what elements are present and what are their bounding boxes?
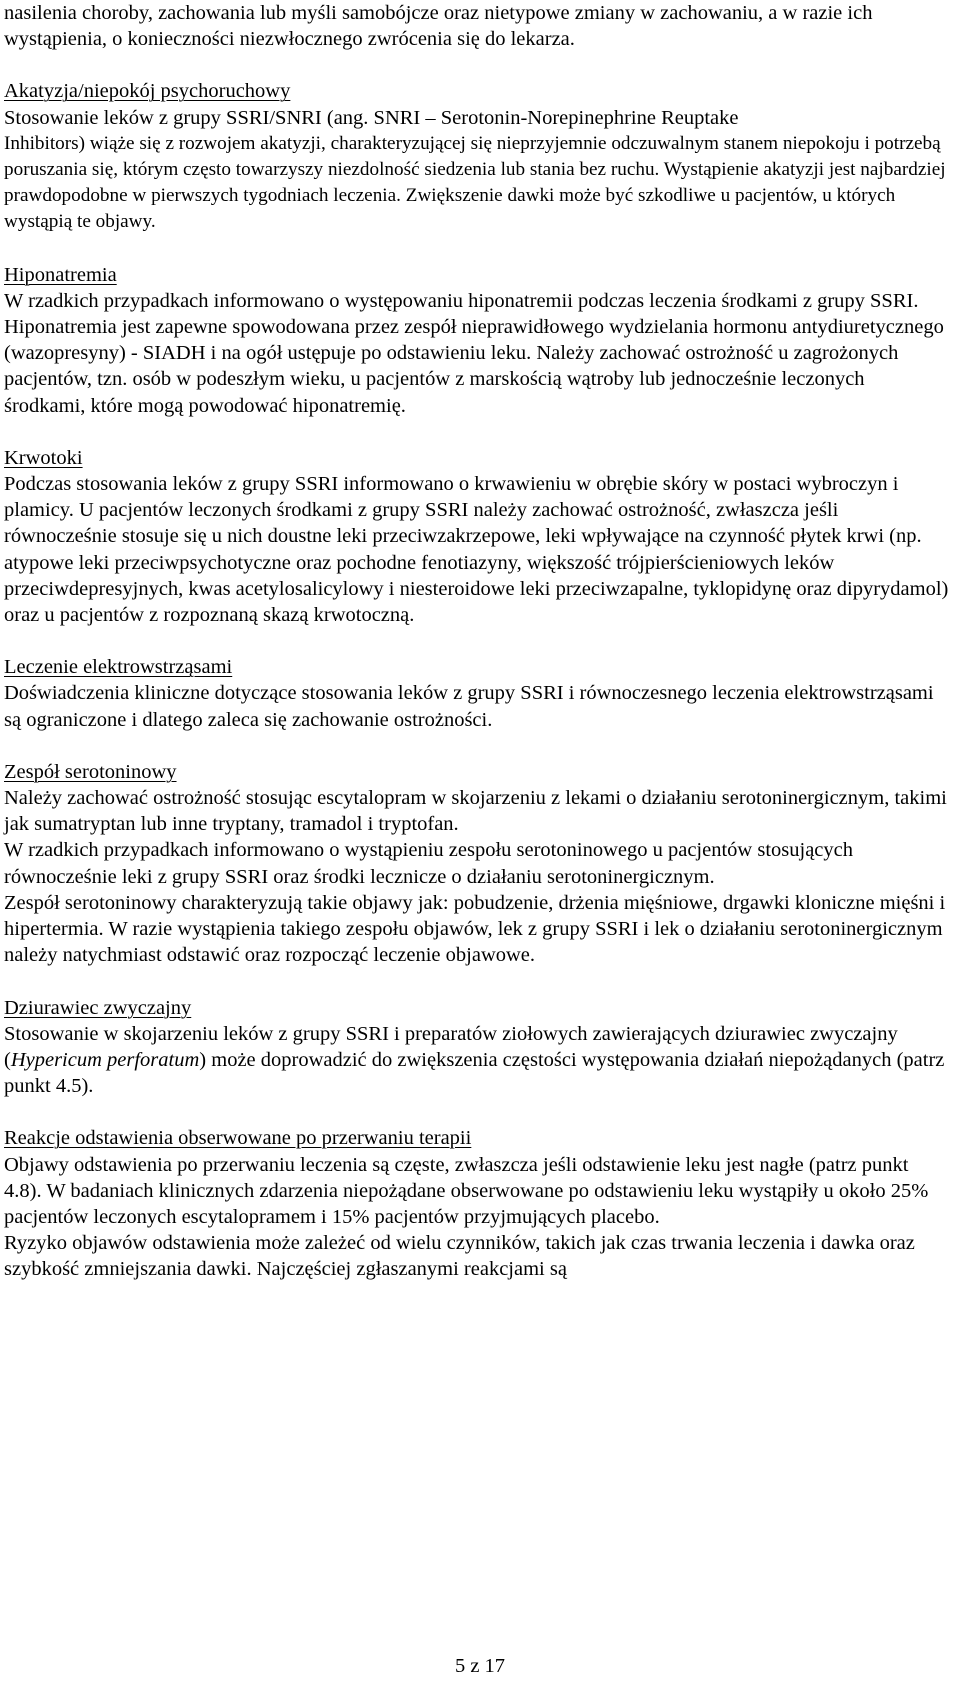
serotonin-syndrome-body-1: Należy zachować ostrożność stosując escytalopram w skojarzeniu z lekami o działaniu serotoninergicznym, takimi jak sumatryptan lub inne tryptany, tramadol i tryptofan. bbox=[4, 787, 947, 836]
st-johns-wort-body bbox=[4, 1021, 949, 1100]
akathisia-body: Inhibitors) wiąże się z rozwojem akatyzji, charakteryzującej się nieprzyjemnie odczuwalnym stanem niepokoju i potrzebą poruszania się, którym często towarzyszy niezdolność siedzenia lub stania bez ruchu. Wystąpienie akatyzji jest najbardziej prawdopodobne w pierwszych tygodniach leczenia. Zwiększenie dawki może być szkodliwe u pacjentów, u których wystąpią te objawy. bbox=[4, 132, 946, 233]
akathisia-heading: Akatyzja/niepokój psychoruchowy bbox=[4, 80, 291, 103]
paragraph-gap bbox=[4, 733, 949, 759]
paragraph-gap bbox=[4, 236, 949, 262]
ect-heading: Leczenie elektrowstrząsami bbox=[4, 656, 233, 679]
withdrawal-heading: Reakcje odstawienia obserwowane po przerwaniu terapii bbox=[4, 1127, 472, 1150]
hyponatremia-heading: Hiponatremia bbox=[4, 263, 117, 286]
paragraph-gap bbox=[4, 419, 949, 445]
withdrawal-body-2: Ryzyko objawów odstawienia może zależeć od wielu czynników, takich jak czas trwania leczenia i dawka oraz szybkość zmniejszania dawki. Najczęściej zgłaszanymi reakcjami są bbox=[4, 1232, 915, 1281]
st-johns-wort-body-start: Stosowanie w skojarzeniu leków z grupy SSRI i preparatów ziołowych zawierających dziurawiec zwyczajny ( bbox=[4, 1022, 898, 1071]
ect-body: Doświadczenia kliniczne dotyczące stosowania leków z grupy SSRI i równoczesnego leczenia elektrowstrząsami są ograniczone i dlatego zaleca się zachowanie ostrożności. bbox=[4, 682, 934, 731]
st-johns-wort-body-end: ) może doprowadzić do zwiększenia częstości występowania działań niepożądanych (patrz punkt 4.5). bbox=[4, 1048, 945, 1098]
serotonin-syndrome-heading: Zespół serotoninowy bbox=[4, 760, 177, 783]
hyponatremia-body: W rzadkich przypadkach informowano o występowaniu hiponatremii podczas leczenia środkami z grupy SSRI. Hiponatremia jest zapewne spowodowana przez zespół nieprawidłowego wydzielania hormonu antydiuretycznego (wazopresyny) - SIADH i na ogół ustępuje po odstawieniu leku. Należy zachować ostrożność u zagrożonych pacjentów, tzn. osób w podeszłym wieku, u pacjentów z marskością wątroby lub jednocześnie leczonych środkami, które mogą powodować hiponatremię. bbox=[4, 289, 944, 417]
paragraph-gap bbox=[4, 969, 949, 995]
page-number: 5 z 17 bbox=[454, 1655, 506, 1677]
serotonin-syndrome-body-2: W rzadkich przypadkach informowano o wystąpieniu zespołu serotoninowego u pacjentów stosujących równocześnie leki z grupy SSRI oraz środki lecznicze o działaniu serotoninergicznym. bbox=[4, 839, 853, 888]
intro-paragraph: nasilenia choroby, zachowania lub myśli samobójcze oraz nietypowe zmiany w zachowaniu, a w razie ich wystąpienia, o konieczności niezwłocznego zwrócenia się do lekarza. bbox=[4, 2, 873, 51]
serotonin-syndrome-body-3: Zespół serotoninowy charakteryzują takie objawy jak: pobudzenie, drżenia mięśniowe, drgawki kloniczne mięśni i hipertermia. W razie wystąpienia takiego zespołu objawów, lek z grupy SSRI i lek o działaniu serotoninergicznym należy natychmiast odstawić oraz rozpocząć leczenie objawowe. bbox=[4, 891, 946, 967]
withdrawal-body-1: Objawy odstawienia po przerwaniu leczenia są częste, zwłaszcza jeśli odstawienie leku jest nagłe (patrz punkt 4.8). W badaniach klinicznych zdarzenia niepożądane obserwowane po odstawieniu leku wystąpiły u około 25% pacjentów leczonych escytalopramem i 15% pacjentów przyjmujących placebo. bbox=[4, 1153, 929, 1228]
bleeding-heading: Krwotoki bbox=[4, 446, 83, 469]
document-page bbox=[4, 0, 949, 1283]
akathisia-body-first-line: Stosowanie leków z grupy SSRI/SNRI (ang. SNRI – Serotonin-Norepinephrine Reuptake bbox=[4, 106, 739, 129]
paragraph-gap bbox=[4, 52, 949, 78]
paragraph-gap bbox=[4, 1099, 949, 1125]
bleeding-body: Podczas stosowania leków z grupy SSRI informowano o krwawieniu w obrębie skóry w postaci wybroczyn i plamicy. U pacjentów leczonych środkami z grupy SSRI należy zachować ostrożność, zwłaszcza jeśli równocześnie stosuje się u nich doustne leki przeciwzakrzepowe, leki wpływające na czynność płytek krwi (np. atypowe leki przeciwpsychotyczne oraz pochodne fenotiazyny, większość trójpierścieniowych leków przeciwdepresyjnych, kwas acetylosalicylowy i niesteroidowe leki przeciwzapalne, tyklopidynę oraz dipyrydamol) oraz u pacjentów z rozpoznaną skazą krwotoczną. bbox=[4, 473, 949, 627]
paragraph-gap bbox=[4, 628, 949, 654]
st-johns-wort-heading: Dziurawiec zwyczajny bbox=[4, 996, 192, 1019]
st-johns-wort-latin-name: Hypericum perforatum bbox=[10, 1048, 200, 1071]
